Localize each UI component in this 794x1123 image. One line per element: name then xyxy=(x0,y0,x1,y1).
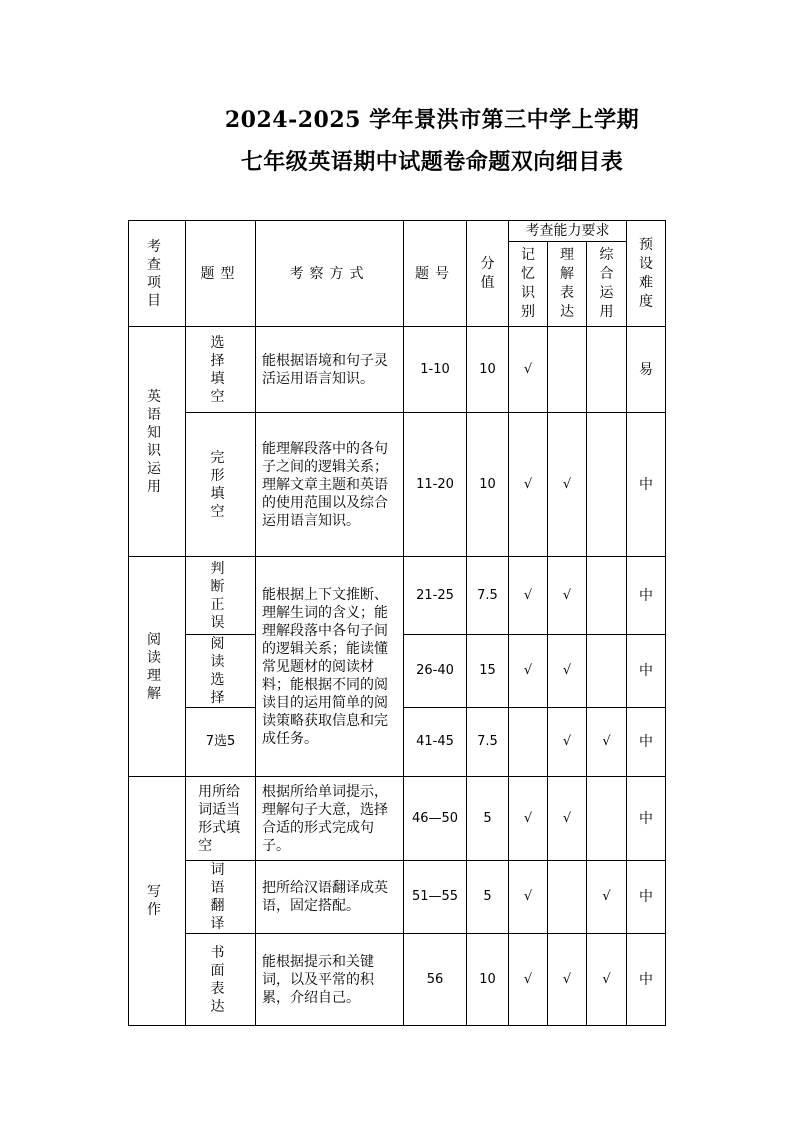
memory-check xyxy=(509,708,548,777)
memory-check: √ xyxy=(509,861,548,934)
number-cell: 11-20 xyxy=(404,413,467,557)
title-line-1: 2024-2025 学年景洪市第三中学上学期 xyxy=(224,107,640,133)
memory-check: √ xyxy=(509,635,548,708)
type-cell: 完形填空 xyxy=(186,413,256,557)
apply-check xyxy=(587,635,627,708)
method-cell: 能根据上下文推断、理解生词的含义；能理解段落中各句子间的逻辑关系；能读懂常见题材的阅读材料；能根据不同的阅读目的运用简单的阅读策略获取信息和完成任务。 xyxy=(256,557,404,777)
header-category: 考查项目 xyxy=(129,221,186,327)
header-score: 分值 xyxy=(467,221,509,327)
table-row xyxy=(129,557,666,635)
difficulty-cell: 中 xyxy=(627,635,666,708)
difficulty-cell: 易 xyxy=(627,327,666,413)
method-cell: 能理解段落中的各句子之间的逻辑关系；理解文章主题和英语的使用范围以及综合运用语言知识。 xyxy=(256,413,404,557)
header-ability: 考查能力要求 xyxy=(509,221,627,242)
type-cell: 词语翻译 xyxy=(186,861,256,934)
number-cell: 26-40 xyxy=(404,635,467,708)
header-type: 题型 xyxy=(186,221,256,327)
difficulty-cell: 中 xyxy=(627,557,666,635)
score-cell: 5 xyxy=(467,861,509,934)
understand-check xyxy=(548,327,587,413)
table-row xyxy=(129,413,666,557)
method-cell: 把所给汉语翻译成英语，固定搭配。 xyxy=(256,861,404,934)
header-understand: 理解表达 xyxy=(548,242,587,327)
specification-table xyxy=(128,220,666,1026)
memory-check: √ xyxy=(509,934,548,1026)
difficulty-cell: 中 xyxy=(627,861,666,934)
memory-check: √ xyxy=(509,327,548,413)
type-cell: 判断正误 xyxy=(186,557,256,635)
difficulty-cell: 中 xyxy=(627,777,666,861)
type-cell: 选择填空 xyxy=(186,327,256,413)
apply-check: √ xyxy=(587,934,627,1026)
score-cell: 15 xyxy=(467,635,509,708)
score-cell: 10 xyxy=(467,413,509,557)
header-memory: 记忆识别 xyxy=(509,242,548,327)
method-cell: 能根据语境和句子灵活运用语言知识。 xyxy=(256,327,404,413)
understand-check: √ xyxy=(548,934,587,1026)
understand-check: √ xyxy=(548,708,587,777)
apply-check xyxy=(587,413,627,557)
difficulty-cell: 中 xyxy=(627,708,666,777)
apply-check: √ xyxy=(587,861,627,934)
difficulty-cell: 中 xyxy=(627,934,666,1026)
table-row xyxy=(129,777,666,861)
apply-check xyxy=(587,327,627,413)
type-cell: 阅读选择 xyxy=(186,635,256,708)
category-cell: 阅读理解 xyxy=(129,557,186,777)
number-cell: 41-45 xyxy=(404,708,467,777)
understand-check xyxy=(548,861,587,934)
memory-check: √ xyxy=(509,557,548,635)
header-difficulty: 预设难度 xyxy=(627,221,666,327)
number-cell: 56 xyxy=(404,934,467,1026)
number-cell: 51—55 xyxy=(404,861,467,934)
header-apply: 综合运用 xyxy=(587,242,627,327)
score-cell: 7.5 xyxy=(467,557,509,635)
table-row xyxy=(129,934,666,1026)
understand-check: √ xyxy=(548,777,587,861)
number-cell: 1-10 xyxy=(404,327,467,413)
number-cell: 46—50 xyxy=(404,777,467,861)
method-cell: 根据所给单词提示，理解句子大意，选择合适的形式完成句子。 xyxy=(256,777,404,861)
score-cell: 5 xyxy=(467,777,509,861)
type-cell: 7选5 xyxy=(186,708,256,777)
category-cell: 写作 xyxy=(129,777,186,1026)
type-cell: 用所给词适当形式填空 xyxy=(186,777,256,861)
memory-check: √ xyxy=(509,777,548,861)
understand-check: √ xyxy=(548,635,587,708)
score-cell: 10 xyxy=(467,327,509,413)
title-line-2: 七年级英语期中试题卷命题双向细目表 xyxy=(240,149,624,175)
understand-check: √ xyxy=(548,413,587,557)
category-cell: 英语知识运用 xyxy=(129,327,186,557)
method-cell: 能根据提示和关键词，以及平常的积累，介绍自己。 xyxy=(256,934,404,1026)
table-row xyxy=(129,861,666,934)
understand-check: √ xyxy=(548,557,587,635)
score-cell: 10 xyxy=(467,934,509,1026)
score-cell: 7.5 xyxy=(467,708,509,777)
difficulty-cell: 中 xyxy=(627,413,666,557)
header-number: 题号 xyxy=(404,221,467,327)
apply-check xyxy=(587,557,627,635)
table-row xyxy=(129,327,666,413)
apply-check xyxy=(587,777,627,861)
type-cell: 书面表达 xyxy=(186,934,256,1026)
number-cell: 21-25 xyxy=(404,557,467,635)
memory-check: √ xyxy=(509,413,548,557)
apply-check: √ xyxy=(587,708,627,777)
header-method: 考察方式 xyxy=(256,221,404,327)
